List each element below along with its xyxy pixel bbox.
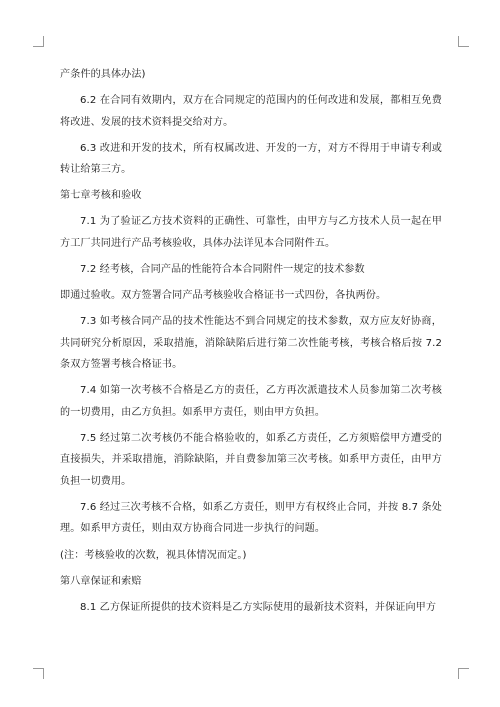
crop-mark-bottom-left [33, 668, 44, 679]
crop-mark-top-right [458, 36, 469, 47]
clause-7-2: 7.2 经考核，合同产品的性能符合本合同附件一规定的技术参数 [80, 263, 365, 275]
chapter-7-heading: 第七章考核和验收 [60, 190, 142, 202]
paragraph-continuation: 产条件的具体办法) [60, 69, 146, 80]
clause-7-3: 7.3 如考核合同产品的技术性能达不到合同规定的技术参数，双方应友好协商，共同研究分析原因，采取措施，消除缺陷后进行第二次性能考核，考核合格后按 7.2 条双方签署考核合格证书。 [60, 316, 442, 371]
clause-8-1: 8.1 乙方保证所提供的技术资料是乙方实际使用的最新技术资料，并保证向甲方 [80, 601, 437, 613]
note: (注：考核验收的次数，视具体情况而定。) [60, 549, 247, 561]
document-body [60, 64, 442, 623]
chapter-8-heading: 第八章保证和索赔 [60, 575, 142, 587]
clause-7-1: 7.1 为了验证乙方技术资料的正确性、可靠性，由甲方与乙方技术人员一起在甲方工厂共同进行产品考核验收，具体办法详见本合同附件五。 [60, 216, 442, 249]
clause-7-5: 7.5 经过第二次考核仍不能合格验收的，如系乙方责任，乙方须赔偿甲方遭受的直接损失，并采取措施，消除缺陷，并自费参加第三次考核。如系甲方责任，由甲方负担一切费用。 [60, 432, 442, 487]
clause-6-2: 6.2 在合同有效期内，双方在合同规定的范围内的任何改进和发展，都相互免费将改进、发展的技术资料提交给对方。 [60, 95, 442, 128]
crop-mark-top-left [33, 36, 44, 47]
clause-6-3: 6.3 改进和开发的技术，所有权属改进、开发的一方，对方不得用于申请专利或转让给第三方。 [60, 142, 442, 176]
clause-7-4: 7.4 如第一次考核不合格是乙方的责任，乙方再次派遣技术人员参加第二次考核的一切费用，由乙方负担。如系甲方责任，则由甲方负担。 [60, 385, 442, 418]
crop-mark-bottom-right [458, 668, 469, 679]
clause-7-2-continued: 即通过验收。双方签署合同产品考核验收合格证书一式四份，各执两份。 [60, 290, 387, 302]
clause-7-6: 7.6 经过三次考核不合格，如系乙方责任，则甲方有权终止合同，并按 8.7 条处理。如系甲方责任，则由双方协商合同进一步执行的问题。 [60, 501, 442, 535]
